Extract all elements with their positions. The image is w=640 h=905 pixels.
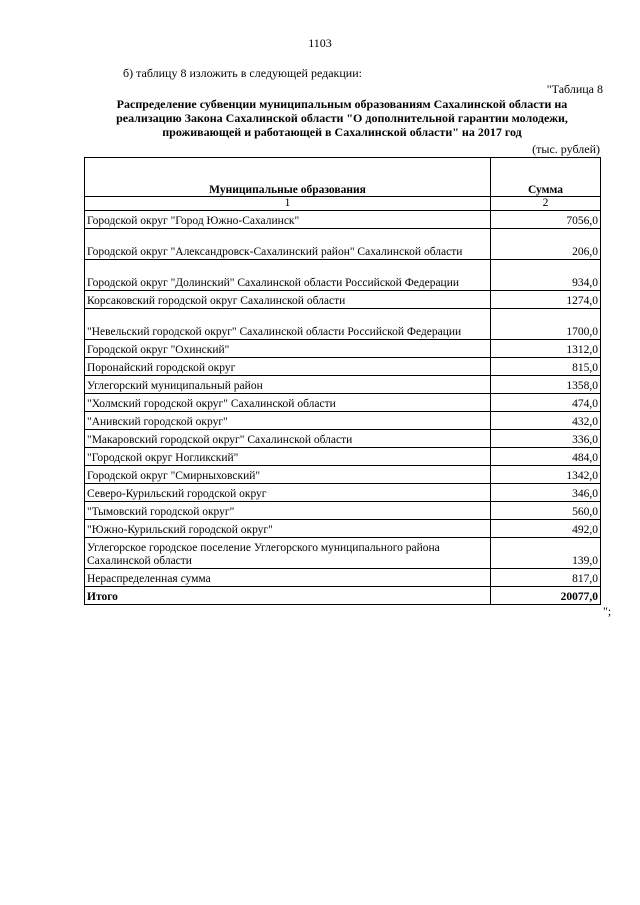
table-row [85, 412, 601, 430]
row-value: 934,0 [491, 260, 601, 291]
total-row [85, 587, 601, 605]
table-row [85, 394, 601, 412]
row-value: 1358,0 [491, 376, 601, 394]
header-sum: Сумма [491, 158, 601, 197]
subvention-table [84, 157, 601, 605]
row-name: "Макаровский городской округ" Сахалинской области [85, 430, 491, 448]
row-name: Городской округ "Город Южно-Сахалинск" [85, 211, 491, 229]
row-value: 1700,0 [491, 309, 601, 340]
table-row [85, 466, 601, 484]
row-value: 346,0 [491, 484, 601, 502]
total-value: 20077,0 [491, 587, 601, 605]
row-value: 1274,0 [491, 291, 601, 309]
row-name: Городской округ "Александровск-Сахалинский район" Сахалинской области [85, 229, 491, 260]
table-row [85, 569, 601, 587]
row-value: 474,0 [491, 394, 601, 412]
row-value: 1342,0 [491, 466, 601, 484]
page-number: 1103 [308, 36, 332, 50]
row-name: Углегорский муниципальный район [85, 376, 491, 394]
table-row [85, 376, 601, 394]
row-name: "Холмский городской округ" Сахалинской области [85, 394, 491, 412]
row-value: 560,0 [491, 502, 601, 520]
row-name: "Невельский городской округ" Сахалинской области Российской Федерации [85, 309, 491, 340]
row-name: Нераспределенная сумма [85, 569, 491, 587]
document-title: Распределение субвенции муниципальным образованиям Сахалинской области на реализацию Закона Сахалинской области "О дополнительной гарантии молодежи, проживающей и работающей в Сахалинской области" на 2017 год [116, 97, 568, 139]
table-row [85, 211, 601, 229]
header-municipalities: Муниципальные образования [85, 158, 491, 197]
row-name: "Тымовский городской округ" [85, 502, 491, 520]
intro-text: б) таблицу 8 изложить в следующей редакции: [123, 66, 362, 80]
units-label: (тыс. рублей) [532, 142, 600, 156]
row-name: Корсаковский городской округ Сахалинской области [85, 291, 491, 309]
row-name: Поронайский городской округ [85, 358, 491, 376]
row-name: Городской округ "Охинский" [85, 340, 491, 358]
column-number-2: 2 [491, 197, 601, 211]
row-name: "Анивский городской округ" [85, 412, 491, 430]
row-value: 336,0 [491, 430, 601, 448]
row-name: "Южно-Курильский городской округ" [85, 520, 491, 538]
row-value: 1312,0 [491, 340, 601, 358]
table-row [85, 484, 601, 502]
row-value: 206,0 [491, 229, 601, 260]
table-row [85, 309, 601, 340]
row-value: 815,0 [491, 358, 601, 376]
table-row [85, 430, 601, 448]
row-name: Северо-Курильский городской округ [85, 484, 491, 502]
column-number-1: 1 [85, 197, 491, 211]
table-row [85, 291, 601, 309]
row-value: 7056,0 [491, 211, 601, 229]
table-row [85, 502, 601, 520]
table-row [85, 358, 601, 376]
row-value: 492,0 [491, 520, 601, 538]
row-name: Углегорское городское поселение Углегорского муниципального района Сахалинской области [85, 538, 491, 569]
table-row [85, 538, 601, 569]
table-row [85, 520, 601, 538]
table-label: "Таблица 8 [546, 82, 603, 96]
table-row [85, 340, 601, 358]
row-name: Городской округ "Смирныховский" [85, 466, 491, 484]
table-row [85, 448, 601, 466]
row-name: Городской округ "Долинский" Сахалинской области Российской Федерации [85, 260, 491, 291]
row-name: "Городской округ Ногликский" [85, 448, 491, 466]
table-row [85, 229, 601, 260]
closing-quote-mark: "; [603, 604, 612, 618]
row-value: 817,0 [491, 569, 601, 587]
table-row [85, 260, 601, 291]
row-value: 139,0 [491, 538, 601, 569]
row-value: 432,0 [491, 412, 601, 430]
total-label: Итого [85, 587, 491, 605]
row-value: 484,0 [491, 448, 601, 466]
